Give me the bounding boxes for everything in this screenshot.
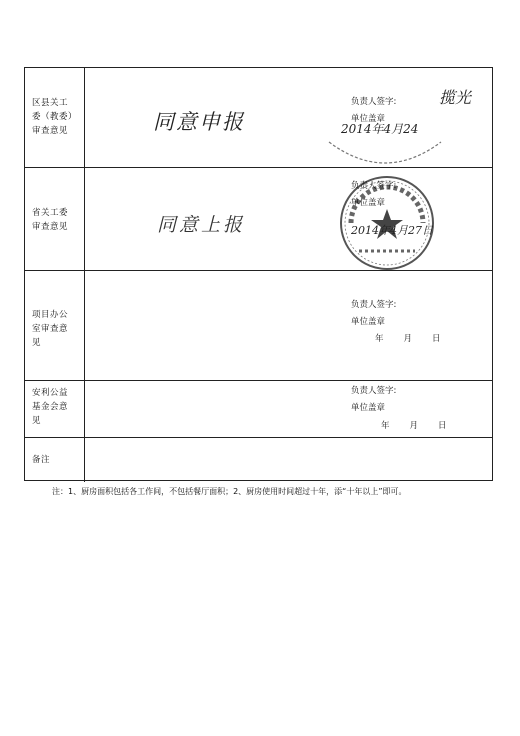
handwritten-opinion: 同意上报	[157, 214, 246, 236]
label-cell	[25, 271, 85, 380]
signer-label: 负责人签字:	[351, 181, 397, 191]
signer-label: 负责人签字:	[351, 386, 397, 396]
handwritten-signer-name: 揽光	[439, 88, 472, 107]
seal-label: 单位盖章	[351, 317, 386, 327]
signature-block	[351, 383, 396, 417]
row-label: 省关工委 审查意见	[32, 208, 69, 232]
row-foundation-review	[25, 380, 492, 437]
handwritten-date: 2014年4月27日	[351, 224, 433, 237]
seal-label: 单位盖章	[351, 403, 386, 413]
date-line: 年 月 日	[375, 334, 442, 344]
handwritten-opinion: 同意申报	[153, 110, 245, 134]
footnote: 注：1、厨房面积包括各工作间，不包括餐厅面积；2、厨房使用时间超过十年，添“十年以上”即可。	[52, 487, 407, 496]
row-remarks	[25, 437, 492, 482]
label-cell	[25, 68, 85, 167]
signer-label: 负责人签字:	[351, 300, 397, 310]
label-cell	[25, 168, 85, 270]
row-district-review	[25, 68, 492, 167]
row-label: 备注	[32, 455, 51, 465]
seal-label: 单位盖章	[351, 114, 386, 124]
row-label: 安利公益 基金会意 见	[32, 388, 69, 426]
approval-form-table	[24, 67, 493, 481]
date-line: 年 月 日	[381, 421, 448, 431]
row-label: 区县关工 委（教委） 审查意见	[32, 98, 78, 136]
row-project-office-review	[25, 270, 492, 380]
seal-label: 单位盖章	[351, 198, 386, 208]
signer-label: 负责人签字:	[351, 97, 397, 107]
signature-block	[351, 297, 396, 331]
row-provincial-review	[25, 167, 492, 270]
signature-block	[351, 178, 396, 212]
label-cell	[25, 381, 85, 437]
handwritten-date: 2014年4月24	[341, 122, 419, 136]
label-cell	[25, 438, 85, 482]
row-label: 项目办公 室审查意 见	[32, 310, 69, 348]
